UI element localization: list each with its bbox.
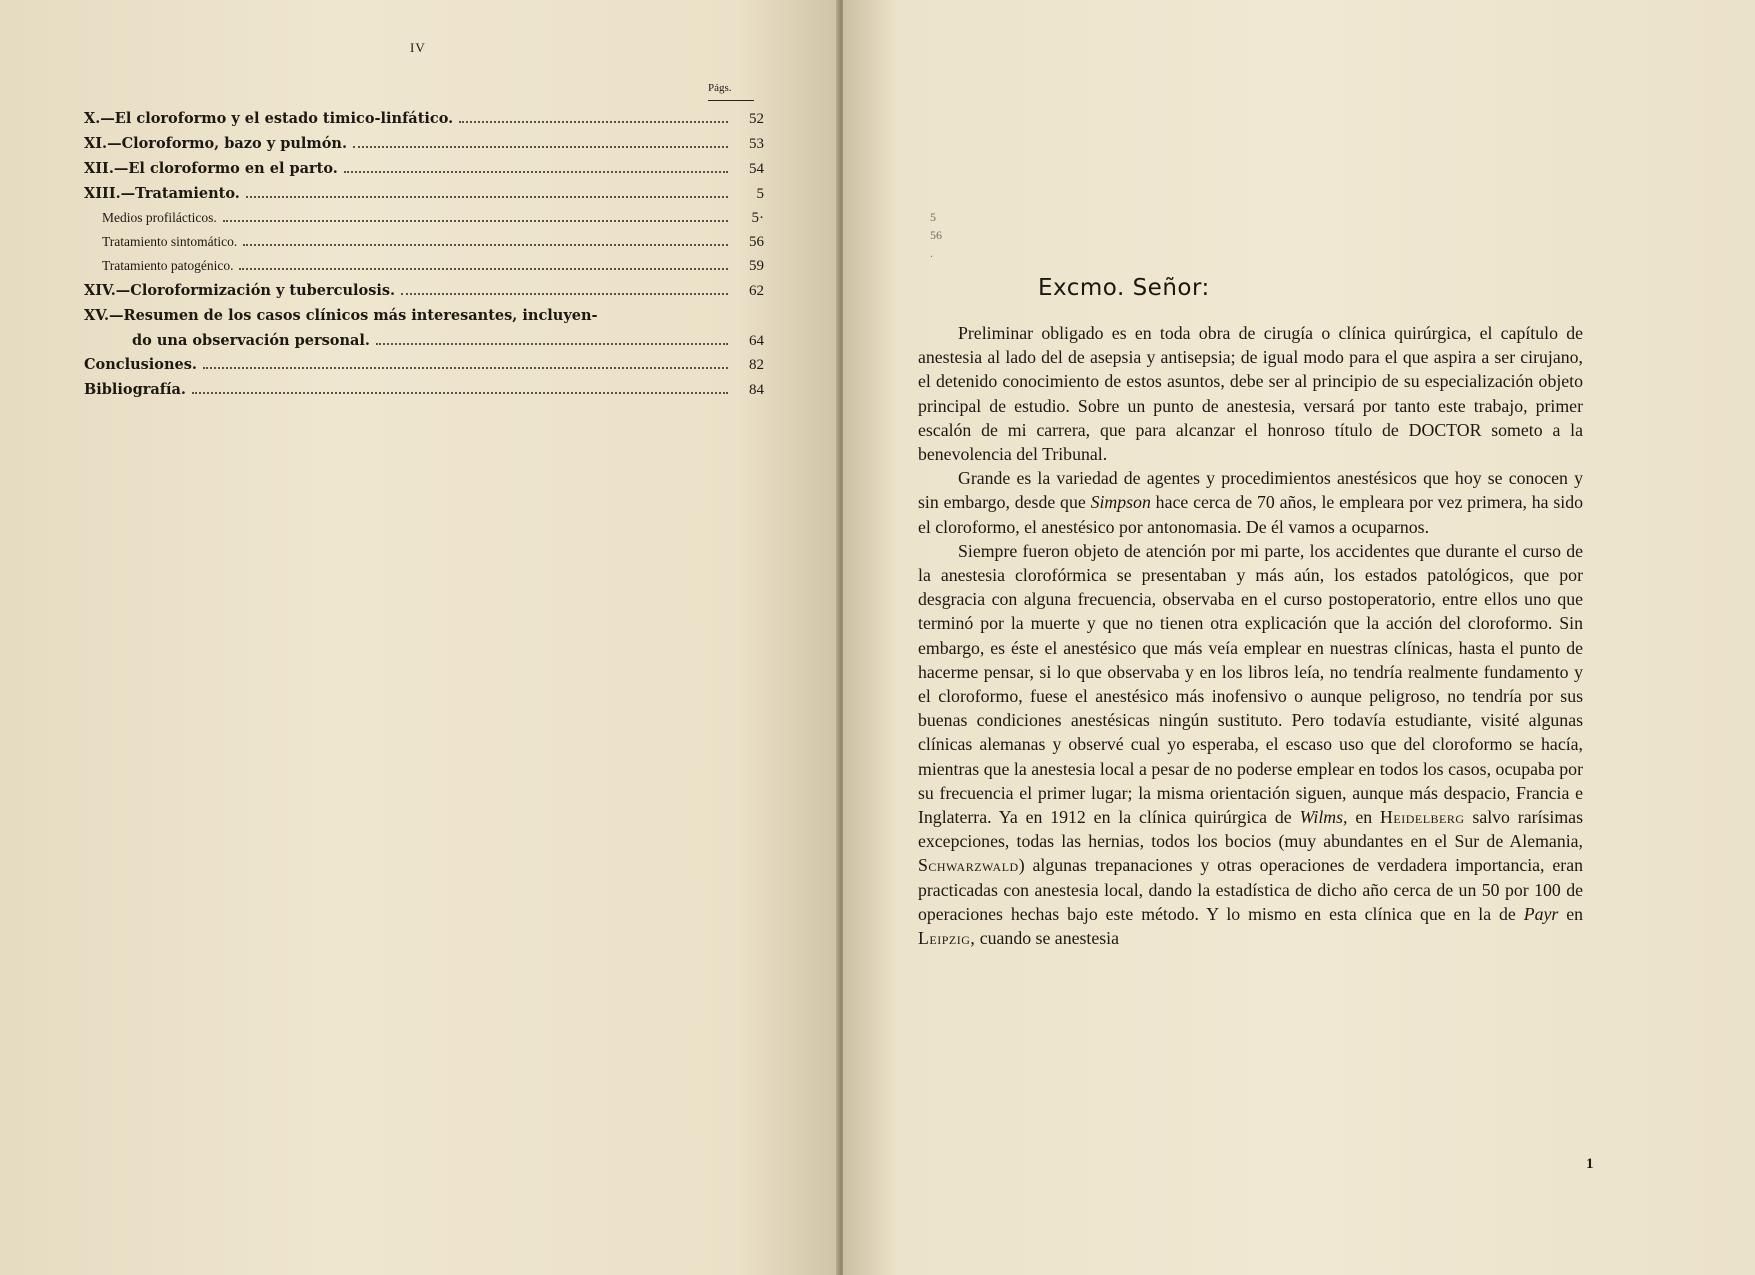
toc-entry-page: 5 — [756, 186, 764, 202]
table-of-contents — [84, 110, 764, 406]
paragraph-2: Grande es la variedad de agentes y procedimientos anestésicos que hoy se conocen y sin embargo, desde que Simpson hace cerca de 70 años, le empleara por vez primera, ha sido el cloroformo, el anestésico por antonomasia. De él vamos a ocuparnos. — [918, 468, 1583, 537]
margin-mark: 5 — [930, 210, 936, 224]
toc-entry — [84, 185, 764, 210]
toc-entry-label: Bibliografía. — [84, 381, 186, 398]
toc-subentry-label: Medios profilácticos. — [102, 210, 217, 225]
author-name: Wilms, — [1299, 807, 1348, 828]
pages-column-header: Págs. — [708, 82, 732, 94]
place-name: Leipzig, — [918, 928, 976, 949]
toc-subentry-label: Tratamiento patogénico. — [102, 258, 234, 273]
toc-entry-page: 5· — [751, 210, 764, 226]
toc-entry-page: 82 — [749, 357, 764, 373]
toc-subentry-label: Tratamiento sintomático. — [102, 234, 238, 249]
toc-entry — [84, 307, 764, 332]
toc-entry — [84, 381, 764, 406]
toc-subentry — [84, 258, 764, 282]
leader-dots — [192, 392, 728, 394]
toc-entry-page: 54 — [749, 161, 764, 177]
toc-entry-label: Conclusiones. — [84, 356, 197, 373]
pages-header-rule — [708, 100, 754, 101]
leader-dots — [376, 343, 728, 345]
body-text — [918, 321, 1583, 950]
toc-subentry — [84, 210, 764, 234]
margin-mark: . — [930, 246, 933, 260]
leader-dots — [353, 146, 728, 148]
salutation-heading: Excmo. Señor: — [1038, 275, 1210, 301]
toc-entry-label: X.—El cloroformo y el estado timico-linfático. — [84, 110, 454, 127]
toc-entry-page: 84 — [749, 382, 764, 398]
toc-entry-label: XII.—El cloroformo en el parto. — [84, 160, 338, 177]
folio-number: IV — [410, 40, 426, 55]
toc-entry-page: 59 — [749, 258, 764, 274]
author-name: Simpson — [1090, 492, 1151, 513]
place-name: Schwarzwald — [918, 855, 1019, 876]
author-name: Payr — [1523, 903, 1559, 924]
toc-entry-label: do una observación personal. — [132, 332, 370, 349]
margin-mark: 56 — [930, 228, 942, 242]
leader-dots — [344, 171, 728, 173]
leader-dots — [246, 196, 728, 198]
leader-dots — [239, 268, 728, 270]
toc-entry-label: XIV.—Cloroformización y tuberculosis. — [84, 282, 396, 299]
toc-entry — [84, 356, 764, 381]
margin-marks — [930, 208, 942, 262]
place-name: Heidelberg — [1380, 807, 1465, 828]
toc-entry-label: XV.—Resumen de los casos clínicos más interesantes, incluyen- — [84, 307, 598, 324]
toc-subentry — [84, 234, 764, 258]
leader-dots — [401, 293, 728, 295]
toc-entry-page: 64 — [749, 333, 764, 349]
page-number: 1 — [1586, 1156, 1594, 1172]
leader-dots — [243, 244, 728, 246]
leader-dots — [203, 367, 728, 369]
leader-dots — [223, 220, 728, 222]
paragraph-1: Preliminar obligado es en toda obra de cirugía o clínica quirúrgica, el capítulo de anestesia al lado del de asepsia y antisepsia; de igual modo para el que aspira a ser cirujano, el detenido conocimiento de estos asuntos, debe ser al principio de su especialización objeto principal de estudio. Sobre un punto de anestesia, versará por tanto este trabajo, primer escalón de mi carrera, que para alcanzar el honroso título de DOCTOR someto a la benevolencia del Tribunal. — [918, 323, 1583, 465]
left-page — [0, 0, 840, 1275]
toc-entry-page: 53 — [749, 136, 764, 152]
toc-entry — [84, 160, 764, 185]
toc-entry-label: XIII.—Tratamiento. — [84, 185, 240, 202]
toc-entry — [84, 282, 764, 307]
paragraph-3: Siempre fueron objeto de atención por mi parte, los accidentes que durante el curso de la anestesia clorofórmica se presentaban y más aún, los estados patológicos, que por desgracia con alguna frecuencia, observaba en el curso postoperatorio, entre ellos uno que terminó por la muerte y que no tienen otra explicación que la acción del cloroformo. Sin embargo, es éste el anestésico que más veía emplear en nuestras clínicas, hasta el punto de hacerme pensar, si lo que observaba y en los libros leía, no tendría realmente fundamento y el cloroformo, fuese el anestésico más inofensivo o aunque peligroso, no tendría por sus buenas condiciones anestésicas ningún sustituto. Pero todavía estudiante, visité algunas clínicas alemanas y observé cual yo esperaba, el escaso uso que del cloroformo se hacía, mientras que la anestesia local a pesar de no poderse emplear en todos los casos, ocupaba por su frecuencia el primer lugar; la misma orientación siguen, aunque más despacio, Francia e Inglaterra. Ya en 1912 en la clínica quirúrgica de Wilms, en Heidelberg salvo rarísimas excepciones, todas las hernias, todos los bocios (muy abundantes en el Sur de Alemania, Schwarzwald) algunas trepanaciones y otras operaciones de verdadera importancia, eran practicadas con anestesia local, dando la estadística de dicho año cerca de un 50 por 100 de operaciones hechas bajo este método. Y lo mismo en esta clínica que en la de Payr en Leipzig, cuando se anestesia — [918, 540, 1583, 949]
toc-entry-label: XI.—Cloroformo, bazo y pulmón. — [84, 135, 348, 152]
toc-entry-page: 56 — [749, 234, 764, 250]
toc-entry-page: 62 — [749, 283, 764, 299]
leader-dots — [459, 121, 728, 123]
toc-entry — [84, 135, 764, 160]
toc-entry — [84, 110, 764, 135]
toc-entry-page: 52 — [749, 111, 764, 127]
toc-entry-continuation — [84, 332, 764, 356]
